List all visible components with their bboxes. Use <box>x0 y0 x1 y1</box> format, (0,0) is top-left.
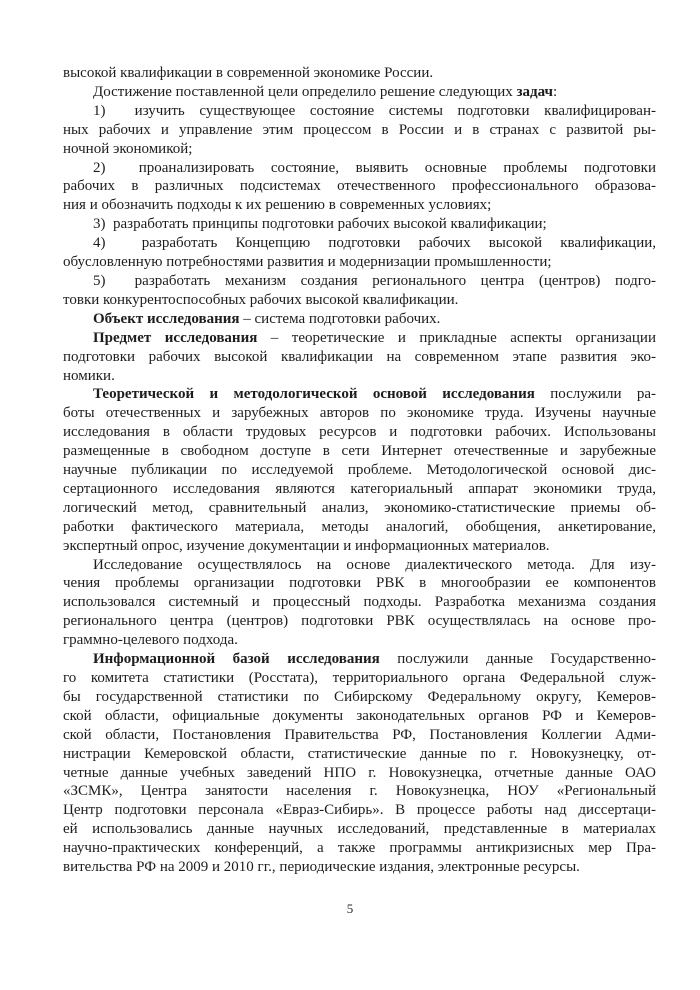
text-run: ночной экономикой; <box>63 140 193 157</box>
text-run: исследования в области трудовых ресурсов и подготовки рабочих. Использованы <box>63 424 656 441</box>
text-run: 3) разработать принципы подготовки рабочих высокой квалификации; <box>93 216 547 233</box>
bold-text-run: Информационной базой исследования <box>93 651 380 668</box>
text-line <box>63 102 656 121</box>
text-line <box>63 707 656 726</box>
text-run: граммно-целевого подхода. <box>63 632 238 649</box>
text-line <box>63 782 656 801</box>
text-run: вительства РФ на 2009 и 2010 гг., периодические издания, электронные ресурсы. <box>63 859 580 876</box>
text-run: Исследование осуществлялось на основе диалектического метода. Для изу- <box>93 556 656 573</box>
text-run: боты отечественных и зарубежных авторов по экономике труда. Изучены научные <box>63 405 656 422</box>
text-run: сертационного исследования являются категориальный аппарат экономики труда, <box>63 480 656 497</box>
text-line <box>63 593 656 612</box>
text-line <box>63 404 656 423</box>
text-line <box>63 310 656 329</box>
text-line <box>63 159 656 178</box>
text-line <box>63 329 656 348</box>
text-run: размещенные в свободном доступе в сети Интернет отечественные и зарубежные <box>63 443 656 460</box>
text-line <box>63 83 656 102</box>
text-run: регионального центра (центров) подготовки РВК осуществлялась на основе про- <box>63 613 656 630</box>
text-line <box>63 839 656 858</box>
text-line <box>63 215 656 234</box>
text-line <box>63 272 656 291</box>
text-run: ния и обозначить подходы к их решению в современных условиях; <box>63 197 492 214</box>
text-run: рабочих в различных подсистемах отечественного профессионального образова- <box>63 178 656 195</box>
text-line <box>63 650 656 669</box>
document-body <box>63 64 656 877</box>
text-line <box>63 631 656 650</box>
text-run: Достижение поставленной цели определило решение следующих <box>93 83 517 100</box>
text-line <box>63 348 656 367</box>
text-line <box>63 801 656 820</box>
text-run: обусловленную потребностями развития и модернизации промышленности; <box>63 254 552 271</box>
text-line <box>63 745 656 764</box>
text-line <box>63 367 656 386</box>
bold-text-run: задач <box>516 83 553 100</box>
bold-text-run: Предмет исследования <box>93 329 258 346</box>
bold-text-run: Объект исследования <box>93 310 240 327</box>
text-run: ской области, Постановления Правительства РФ, Постановления Коллегии Адми- <box>63 726 656 743</box>
text-run: подготовки рабочих высокой квалификации на современном этапе развития эко- <box>63 348 656 365</box>
text-run: научные публикации по исследуемой проблеме. Методологической основой дис- <box>63 462 656 479</box>
text-run: го комитета статистики (Росстата), территориального органа Федеральной служ- <box>63 670 656 686</box>
text-run: «ЗСМК», Центра занятости населения г. Новокузнецка, НОУ «Региональный <box>63 783 656 800</box>
text-line <box>63 140 656 159</box>
text-run: 1) изучить существующее состояние системы подготовки квалифицирован- <box>93 102 656 119</box>
text-run: научно-практических конференций, а также программы антикризисных мер Пра- <box>63 840 656 857</box>
bold-text-run: Теоретической и методологической основой исследования <box>93 386 535 403</box>
text-line <box>63 196 656 215</box>
text-run: экспертный опрос, изучение документации и информационных материалов. <box>63 537 550 554</box>
text-run: – система подготовки рабочих. <box>239 310 441 327</box>
text-line <box>63 612 656 631</box>
text-line <box>63 234 656 253</box>
text-run: 5) разработать механизм создания регионального центра (центров) подго- <box>93 272 656 289</box>
text-line <box>63 423 656 442</box>
text-line <box>63 253 656 272</box>
text-line <box>63 556 656 575</box>
text-line <box>63 537 656 556</box>
page-number: 5 <box>346 901 354 916</box>
text-line <box>63 518 656 537</box>
text-run: чения проблемы организации подготовки РВК в многообразии ее компонентов <box>63 575 656 592</box>
text-line <box>63 385 656 404</box>
text-run: номики. <box>63 367 115 384</box>
text-run: использовался системный и процессный подходы. Разработка механизма создания <box>63 594 656 611</box>
text-run: ской области, официальные документы законодательных органов РФ и Кемеров- <box>63 707 656 724</box>
text-line <box>63 726 656 745</box>
text-line <box>63 121 656 140</box>
text-run: послужили данные Государственно- <box>379 651 656 668</box>
text-run: 2) проанализировать состояние, выявить основные проблемы подготовки <box>93 159 656 176</box>
text-line <box>63 64 656 83</box>
text-run: ей использовались данные научных исследований, представленные в материалах <box>63 821 656 838</box>
text-line <box>63 574 656 593</box>
text-line <box>63 688 656 707</box>
text-run: : <box>553 83 558 100</box>
text-run: послужили ра- <box>534 386 657 403</box>
text-line <box>63 820 656 839</box>
text-line <box>63 461 656 480</box>
text-run: четные данные учебных заведений НПО г. Новокузнецка, отчетные данные ОАО <box>63 764 656 781</box>
text-run: 4) разработать Концепцию подготовки рабочих высокой квалификации, <box>93 235 656 252</box>
text-line <box>63 177 656 196</box>
text-run: работки фактического материала, методы аналогий, обобщения, анкетирование, <box>63 518 656 535</box>
text-run: – теоретические и прикладные аспекты организации <box>257 329 656 346</box>
text-line <box>63 442 656 461</box>
text-run: ных рабочих и управление этим процессом в России и в странах с развитой ры- <box>63 121 656 138</box>
text-line <box>63 764 656 783</box>
text-run: нистрации Кемеровской области, статистические данные по г. Новокузнецку, от- <box>63 745 656 762</box>
text-run: Центр подготовки персонала «Евраз-Сибирь». В процессе работы над диссертаци- <box>63 802 656 819</box>
text-line <box>63 858 656 877</box>
text-line <box>63 291 656 310</box>
text-line <box>63 480 656 499</box>
text-run: высокой квалификации в современной экономике России. <box>63 65 434 81</box>
text-run: товки конкурентоспособных рабочих высокой квалификации. <box>63 291 459 308</box>
text-line <box>63 669 656 688</box>
text-run: логический метод, сравнительный анализ, экономико-статистические приемы об- <box>63 499 656 516</box>
text-run: бы государственной статистики по Сибирскому Федеральному округу, Кемеров- <box>63 688 656 705</box>
text-line <box>63 499 656 518</box>
